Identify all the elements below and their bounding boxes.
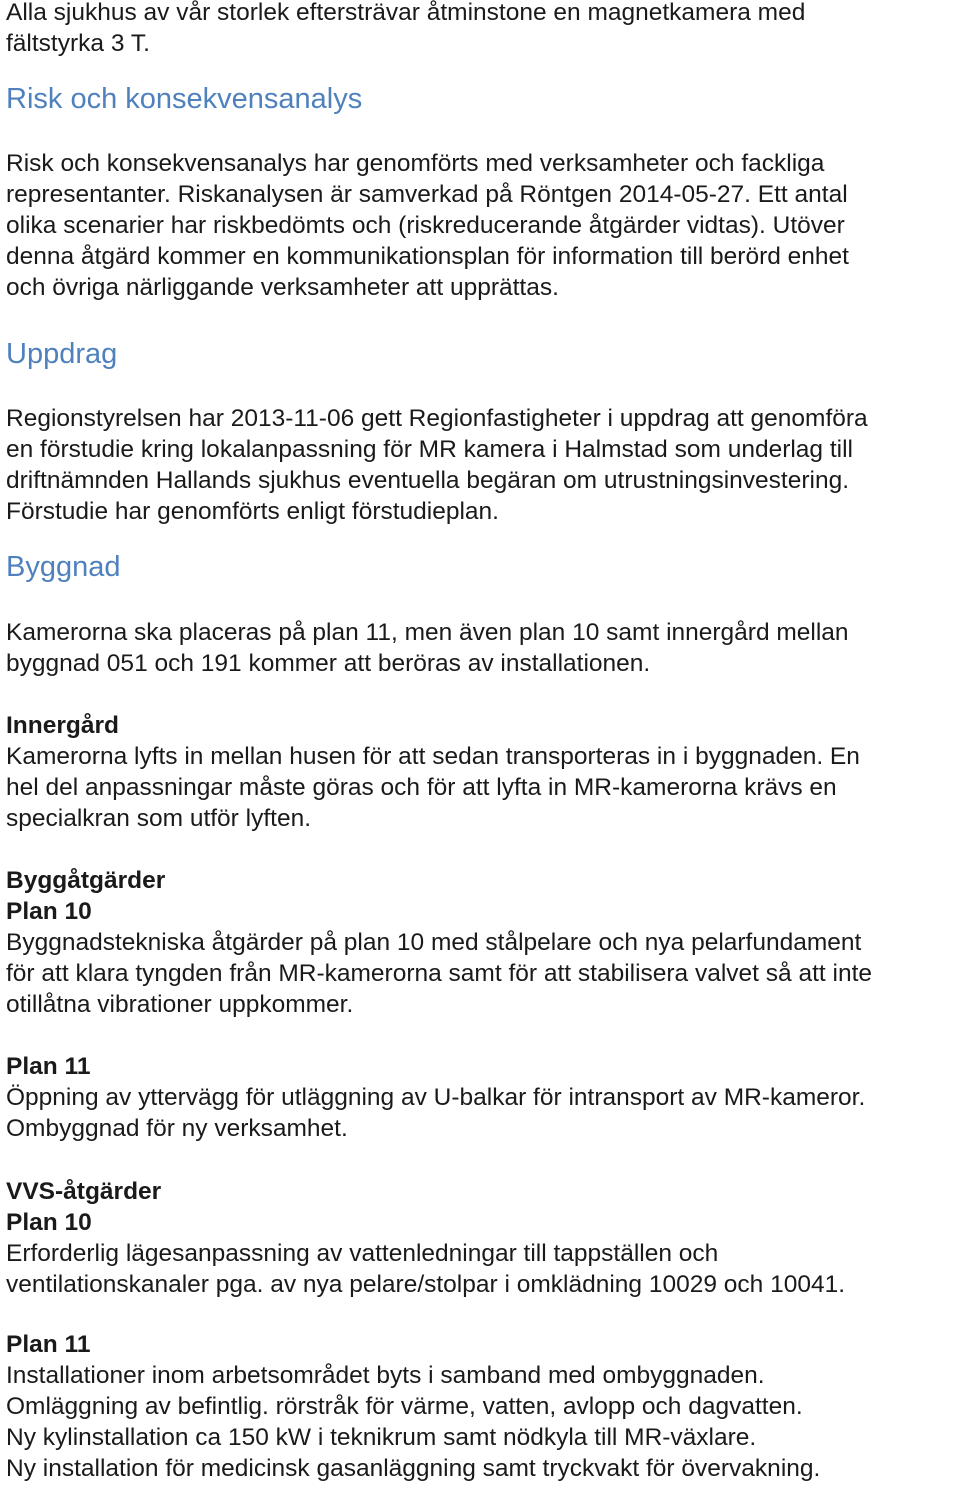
innergard-line-1: Kamerorna lyfts in mellan husen för att sedan transporteras in i byggnaden. En — [6, 743, 860, 770]
intro-line-1: Alla sjukhus av vår storlek eftersträvar åtminstone en magnetkamera med — [6, 0, 806, 26]
byggatgarder-plan11-heading: Plan 11 — [6, 1053, 91, 1080]
byggnad-paragraph — [6, 617, 849, 679]
innergard-line-2: hel del anpassningar måste göras och för att lyfta in MR-kamerorna krävs en — [6, 774, 837, 801]
risk-line-3: olika scenarier har riskbedömts och (riskreducerande åtgärder vidtas). Utöver — [6, 212, 845, 239]
risk-heading: Risk och konsekvensanalys — [6, 83, 363, 115]
uppdrag-paragraph — [6, 403, 868, 527]
uppdrag-line-1: Regionstyrelsen har 2013-11-06 gett Regionfastigheter i uppdrag att genomföra — [6, 405, 868, 432]
byggnad-line-2: byggnad 051 och 191 kommer att beröras av installationen. — [6, 650, 651, 677]
risk-line-5: och övriga närliggande verksamheter att upprättas. — [6, 274, 559, 301]
risk-paragraph — [6, 148, 849, 303]
vvs-plan11-line-2: Omläggning av befintlig. rörstråk för värme, vatten, avlopp och dagvatten. — [6, 1393, 803, 1420]
byggatgarder-plan10-paragraph — [6, 927, 872, 1020]
risk-line-4: denna åtgärd kommer en kommunikationsplan för information till berörd enhet — [6, 243, 849, 270]
byggatgarder-plan11-paragraph — [6, 1082, 865, 1144]
byggatgarder-plan11-line-2: Ombyggnad för ny verksamhet. — [6, 1115, 348, 1142]
byggatgarder-plan11-line-1: Öppning av yttervägg för utläggning av U-balkar för intransport av MR-kameror. — [6, 1084, 866, 1111]
innergard-paragraph — [6, 741, 860, 834]
risk-line-1: Risk och konsekvensanalys har genomförts med verksamheter och fackliga — [6, 150, 825, 177]
vvs-plan10-heading: Plan 10 — [6, 1209, 92, 1236]
vvs-plan11-line-3: Ny kylinstallation ca 150 kW i teknikrum samt nödkyla till MR-växlare. — [6, 1424, 757, 1451]
intro-paragraph — [6, 0, 805, 59]
byggatgarder-plan10-heading: Plan 10 — [6, 898, 92, 925]
byggatgarder-plan10-line-2: för att klara tyngden från MR-kamerorna samt för att stabilisera valvet så att inte — [6, 960, 873, 987]
innergard-line-3: specialkran som utför lyften. — [6, 805, 312, 832]
byggatgarder-plan10-line-1: Byggnadstekniska åtgärder på plan 10 med stålpelare och nya pelarfundament — [6, 929, 862, 956]
vvs-plan11-paragraph — [6, 1360, 820, 1484]
vvs-plan11-heading: Plan 11 — [6, 1331, 91, 1358]
intro-line-2: fältstyrka 3 T. — [6, 30, 150, 57]
byggatgarder-heading: Byggåtgärder — [6, 867, 166, 894]
vvs-plan11-line-4: Ny installation för medicinsk gasanläggning samt tryckvakt för övervakning. — [6, 1455, 821, 1482]
risk-line-2: representanter. Riskanalysen är samverkad på Röntgen 2014-05-27. Ett antal — [6, 181, 848, 208]
uppdrag-heading: Uppdrag — [6, 338, 118, 370]
vvs-heading: VVS-åtgärder — [6, 1178, 162, 1205]
uppdrag-line-2: en förstudie kring lokalanpassning för MR kamera i Halmstad som underlag till — [6, 436, 853, 463]
vvs-plan10-paragraph — [6, 1238, 845, 1300]
innergard-heading: Innergård — [6, 712, 119, 739]
byggnad-line-1: Kamerorna ska placeras på plan 11, men även plan 10 samt innergård mellan — [6, 619, 849, 646]
uppdrag-line-3: driftnämnden Hallands sjukhus eventuella begäran om utrustningsinvestering. — [6, 467, 850, 494]
vvs-plan10-line-1: Erforderlig lägesanpassning av vattenledningar till tappställen och — [6, 1240, 719, 1267]
uppdrag-line-4: Förstudie har genomförts enligt förstudieplan. — [6, 498, 499, 525]
vvs-plan11-line-1: Installationer inom arbetsområdet byts i samband med ombyggnaden. — [6, 1362, 765, 1389]
byggatgarder-plan10-line-3: otillåtna vibrationer uppkommer. — [6, 991, 354, 1018]
byggnad-heading: Byggnad — [6, 551, 121, 583]
vvs-plan10-line-2: ventilationskanaler pga. av nya pelare/stolpar i omklädning 10029 och 10041. — [6, 1271, 846, 1298]
